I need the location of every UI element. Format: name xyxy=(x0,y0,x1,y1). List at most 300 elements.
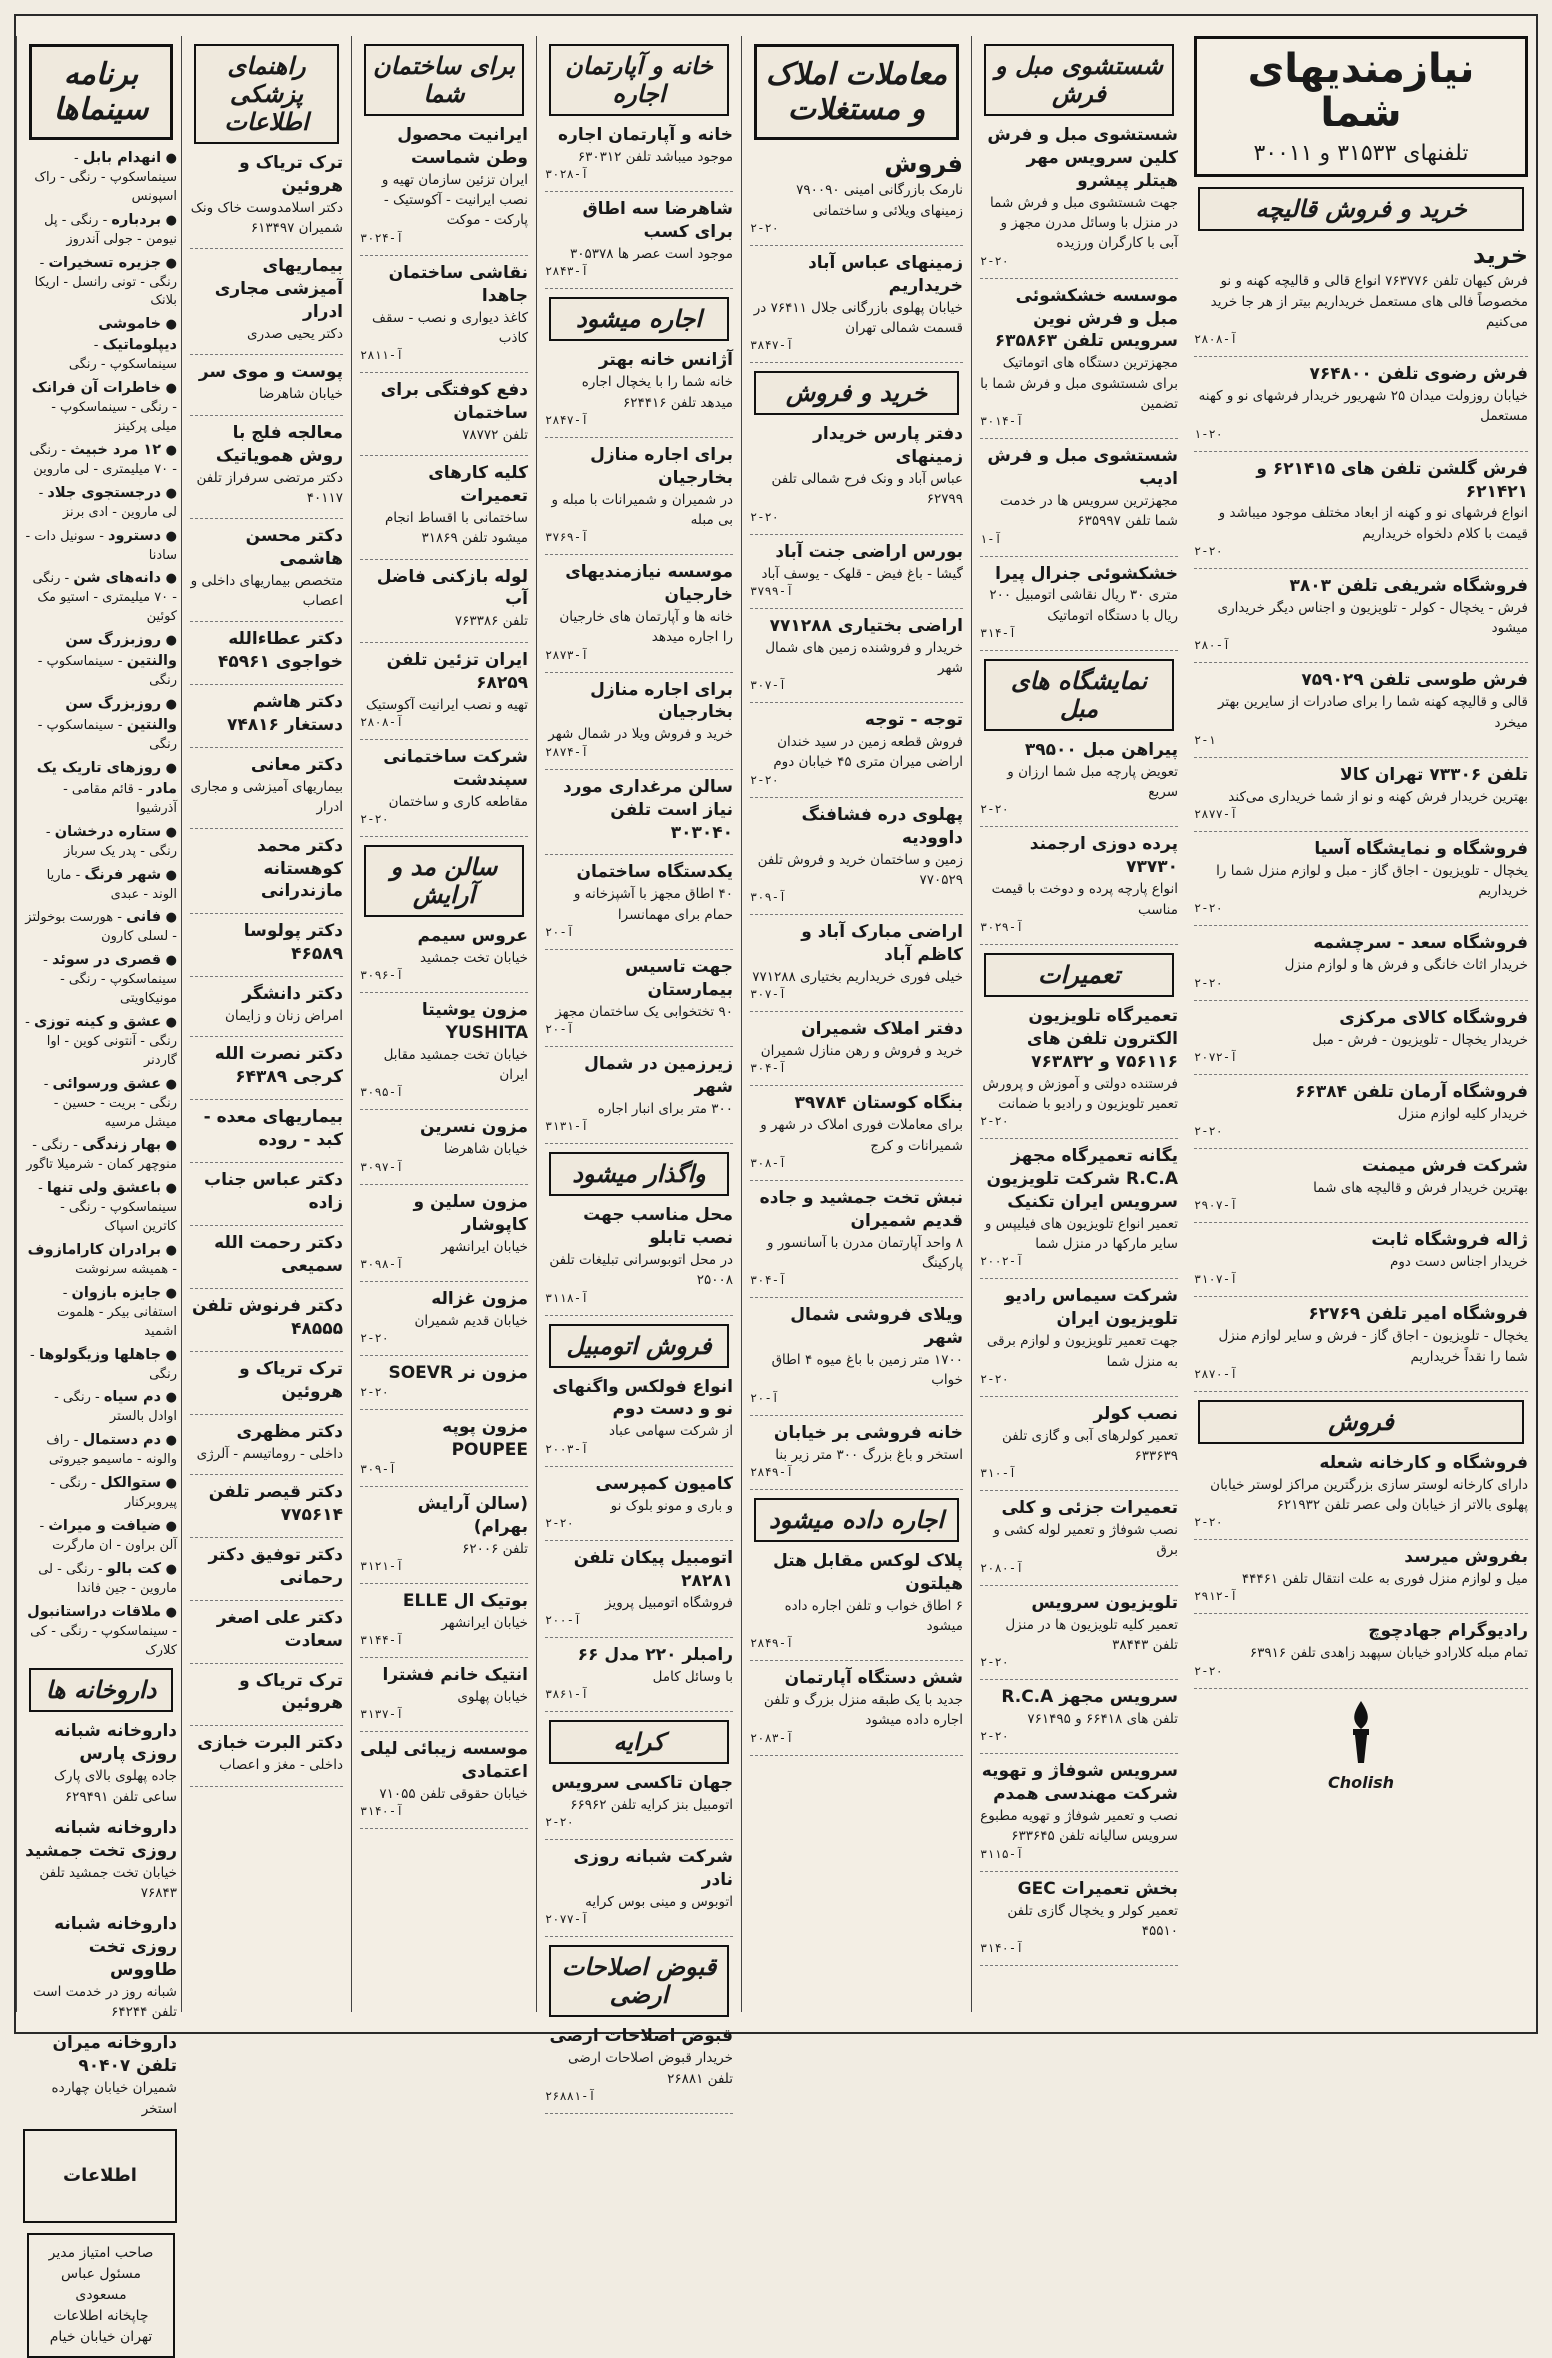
ad-title: محل مناسب جهت نصب تابلو xyxy=(583,1205,733,1249)
ad-title: شرکت فرش میمنت xyxy=(1362,1156,1528,1177)
ad-body: قالی و قالیچه کهنه شما را برای صادرات از سایرین بهتر میخرد xyxy=(1217,694,1528,731)
film-name: ستوالکل xyxy=(100,1475,162,1492)
section-heading: خرید و فروش xyxy=(754,371,959,415)
ad-body: خانه شما را با یخچال اجاره میدهد تلفن ۶۲۴۴۱۶ xyxy=(581,374,733,411)
ad-title: بفروش میرسد xyxy=(1404,1547,1528,1568)
ad-body: خیابان شاهرضا xyxy=(258,386,343,403)
ad-title: شاهرضا سه اطاق برای کسب xyxy=(582,199,733,243)
classified-ad xyxy=(190,1295,343,1341)
classified-ad xyxy=(360,925,528,982)
ad-body: خریدار کلیه لوازم منزل xyxy=(1397,1105,1528,1122)
ad-body: در شمیران و شمیرانات با مبله و بی مبله xyxy=(551,491,733,528)
separator: - xyxy=(133,781,147,797)
ad-code: ۲-۱ xyxy=(1194,732,1216,747)
cinema-listing xyxy=(25,378,177,437)
film-detail: راف والونه - ماسیمو جیروتی xyxy=(46,1433,177,1468)
ad-divider xyxy=(545,1936,733,1937)
ad-divider xyxy=(980,1396,1178,1397)
classified-ad xyxy=(1194,669,1528,746)
classified-ad xyxy=(190,1232,343,1278)
ad-title: جهت تاسیس بیمارستان xyxy=(625,956,733,1000)
ad-body: ایران تزئین سازمان تهیه و نصب ایرانیت - آکوستیک - پارکت - موکت xyxy=(381,171,528,229)
ad-divider xyxy=(360,559,528,560)
film-name: جزیره تسخیرات xyxy=(48,254,162,271)
ad-divider xyxy=(360,1731,528,1732)
ad-body: یخچال - تلویزیون - اجاق گاز - مبل و لوازم منزل شما را خریداریم xyxy=(1216,862,1528,900)
ad-title: فروشگاه شریفی تلفن ۳۸۰۳ xyxy=(1289,575,1528,596)
cinema-listing xyxy=(25,758,177,819)
classified-ad xyxy=(360,1288,528,1345)
ad-title: دکتر فرنوش تلفن ۴۸۵۵۵ xyxy=(191,1295,343,1339)
ad-body: تعمیر کولرهای آبی و گازی تلفن ۶۳۳۶۳۹ xyxy=(1001,1427,1178,1464)
ad-divider xyxy=(1194,831,1528,832)
film-detail: سینماسکوپ - رنگی - کی کلارک xyxy=(30,1623,177,1658)
ad-code: ۲-۲۰ xyxy=(980,1729,1009,1744)
film-detail: رنگی - پل نیومن - جولی آندروز xyxy=(44,212,177,247)
bullet-icon: ● xyxy=(161,697,177,712)
cinema-listing xyxy=(25,694,177,755)
bullet-icon: ● xyxy=(161,633,177,649)
ad-divider xyxy=(190,1474,343,1475)
ad-title: موسسه خشکشوئی مبل و فرش نوین سرویس تلفن ۶۳۵۸۶۳ xyxy=(994,285,1178,352)
ad-code: ۲-۲۰ xyxy=(1194,543,1223,558)
classified-ad xyxy=(360,1493,528,1573)
pharmacy-name: داروخانه شبانه روزی تخت طاووس xyxy=(54,1914,177,1981)
film-name: خاموشی دیپلوماتیک xyxy=(98,316,177,354)
separator: - xyxy=(90,1390,104,1406)
ad-body: ساختمانی با اقساط انجام میشود تلفن ۳۱۸۶۹ xyxy=(384,510,528,547)
ad-body: نارمک بازرگانی امینی ۷۹۰۰۹۰ زمینهای ویلائی و ساختمانی xyxy=(796,182,963,219)
classifieds-column-4 xyxy=(536,36,741,2103)
classified-ad xyxy=(545,1473,733,1530)
ad-body: تلفن ۶۲۰۰۶ xyxy=(462,1540,528,1557)
classified-ad xyxy=(980,1403,1178,1480)
ad-divider xyxy=(190,1225,343,1226)
ad-divider xyxy=(545,1466,733,1467)
ad-body: بهترین خریدار فرش و قالیچه های شما xyxy=(1313,1179,1528,1196)
newspaper-stamp: اطلاعات xyxy=(23,2129,177,2223)
classified-ad xyxy=(1194,1452,1528,1529)
separator: - xyxy=(168,400,177,416)
ad-title: دفتر پارس خریدار زمینهای xyxy=(813,424,963,468)
ad-title: زمینهای عباس آباد خریداریم xyxy=(808,252,963,296)
ad-code: آ-۳۰۱۴ xyxy=(980,414,1024,429)
ad-body: خیابان ایرانشهر xyxy=(441,1614,528,1631)
ad-body: خریدار قبوض اصلاحات ارضی تلفن ۲۶۸۸۱ xyxy=(567,2050,733,2087)
ad-body: تعمیر انواع تلویزیون های فیلیپس و سایر مارکها در منزل شما xyxy=(984,1215,1178,1253)
classified-ad xyxy=(190,1732,343,1775)
classified-ad xyxy=(750,709,963,786)
medical-guide-column xyxy=(181,36,351,2012)
ad-code: آ-۳۱۲۱ xyxy=(360,1558,404,1573)
cinema-listing xyxy=(25,950,177,1009)
ad-code: ۲-۲۰ xyxy=(545,1515,574,1530)
classified-ad xyxy=(980,1686,1178,1743)
classified-ad xyxy=(190,628,343,674)
cinema-listing xyxy=(25,1559,177,1599)
ad-code: ۲-۲۰ xyxy=(750,509,779,524)
ad-title: دفع کوفتگی برای ساختمان xyxy=(380,380,528,423)
film-detail: سینماسکوپ - رنگی xyxy=(37,654,177,689)
ad-divider xyxy=(545,1711,733,1712)
ad-code: آ-۳۸۴۷ xyxy=(750,338,794,353)
separator: - xyxy=(38,485,48,501)
ad-body: دکتر مرتضی سرفراز تلفن ۴۰۱۱۷ xyxy=(196,469,343,506)
classified-ad xyxy=(545,124,733,181)
cinema-listing xyxy=(25,314,177,375)
ad-code: آ-۲۸۴۷ xyxy=(545,412,589,427)
ad-body: فروشگاه اتومبیل پرویز xyxy=(605,1594,733,1611)
separator: - xyxy=(74,151,83,166)
ad-divider xyxy=(190,1099,343,1100)
ad-code: آ-۳۱۴۰ xyxy=(980,1941,1024,1956)
classifieds-column-3 xyxy=(741,36,971,2012)
ad-code: آ-۲۸۰۸ xyxy=(1194,332,1238,347)
ad-title: فرش طوسی تلفن ۷۵۹۰۲۹ xyxy=(1301,670,1528,691)
bullet-icon: ● xyxy=(161,1604,177,1620)
cinema-listing xyxy=(25,1074,177,1133)
ad-title: شش دستگاه آپارتمان xyxy=(784,1668,963,1689)
classifieds-column-2 xyxy=(971,36,1186,2012)
separator: - xyxy=(168,1623,177,1639)
ad-title: دکتر رحمت الله سمیعی xyxy=(214,1233,343,1276)
classified-ad xyxy=(750,1422,963,1479)
classified-ad xyxy=(1194,1007,1528,1064)
ad-body: دارای کارخانه لوستر سازی بزرگترین مراکز لوستر خیابان پهلوی بالاتر از خیابان ولی عصر تلفن ۶۲۱۹۳۲ xyxy=(1210,1476,1528,1514)
ad-body: در محل اتوبوسرانی تبلیغات تلفن ۲۵۰۰۸ xyxy=(549,1252,733,1289)
cinema-listing xyxy=(25,1516,177,1556)
classified-ad xyxy=(750,148,963,235)
ad-title: مزون پوپه POUPEE xyxy=(442,1416,528,1460)
classified-ad xyxy=(1194,1620,1528,1677)
ad-body: خرید و فروش و رهن منازل شمیران xyxy=(760,1043,963,1060)
classified-ad xyxy=(545,679,733,759)
ad-title: فرش رضوی تلفن ۷۶۴۸۰۰ xyxy=(1309,364,1528,385)
film-detail: آلن براون - ان مارگرت xyxy=(52,1538,177,1554)
ad-divider xyxy=(750,1755,963,1756)
ad-title: دکتر قیصر تلفن ۷۷۵۶۱۴ xyxy=(208,1481,343,1525)
logo-name: Cholish xyxy=(1327,1772,1394,1792)
ad-title: دکتر پولوسا ۴۶۵۸۹ xyxy=(243,921,343,965)
classified-ad xyxy=(545,776,733,845)
section-heading: خرید و فروش قالیچه xyxy=(1198,187,1524,231)
ad-code: ۲-۲۰ xyxy=(980,1655,1009,1670)
classified-ad xyxy=(980,1145,1178,1268)
ad-body: خیابان پهلوی بازرگانی جلال ۷۶۴۱۱ در قسمت شمالی تهران xyxy=(753,299,963,337)
ad-code: آ-۳۰۹ xyxy=(750,890,787,905)
ad-code: آ-۳۰۷ xyxy=(750,987,787,1002)
ad-title: فرش گلشن تلفن های ۶۲۱۴۱۵ و ۶۲۱۴۲۱ xyxy=(1256,458,1528,502)
ad-title: دکتر علی اصغر سعادت xyxy=(216,1607,343,1651)
ad-title: ترک تریاک و هروئین xyxy=(239,153,343,196)
classified-ad xyxy=(190,1670,343,1716)
ad-code: آ-۳۰۹۵ xyxy=(360,1085,404,1100)
classified-ad xyxy=(980,1760,1178,1860)
ad-divider xyxy=(750,534,963,535)
separator: - xyxy=(93,1561,107,1577)
cinema-listing xyxy=(25,483,177,523)
cinema-column xyxy=(16,36,185,2345)
ad-divider xyxy=(1194,568,1528,569)
film-detail: قائم مقامی - آذرشیوا xyxy=(63,781,177,816)
ad-title: موسسه زیبائی لیلی اعتمادی xyxy=(360,1739,528,1783)
ad-code: ۲-۲۰ xyxy=(980,253,1009,268)
ad-title: فروش xyxy=(884,150,963,178)
bullet-icon: ● xyxy=(161,1243,177,1258)
ad-title: کامیون کمپرسی xyxy=(595,1473,733,1494)
classified-ad xyxy=(750,804,963,904)
separator: - xyxy=(25,1015,34,1031)
ad-title: مزون یوشیتا YUSHITA xyxy=(421,1000,528,1043)
ad-body: نصب و تعمیر شوفاژ و تهویه مطبوع سرویس سالیانه تلفن ۶۳۳۶۴۵ xyxy=(980,1808,1178,1845)
classified-ad xyxy=(190,422,343,508)
ad-divider xyxy=(1194,757,1528,758)
ad-code: آ-۳۰۷ xyxy=(750,678,787,693)
bullet-icon: ● xyxy=(161,760,177,776)
ad-divider xyxy=(545,2113,733,2114)
ad-body: استخر و باغ بزرگ ۳۰۰ متر زیر بنا xyxy=(775,1446,963,1463)
bullet-icon: ● xyxy=(161,1285,177,1301)
ad-divider xyxy=(190,415,343,416)
ad-divider xyxy=(190,518,343,519)
film-name: کت بالو xyxy=(106,1560,162,1577)
film-detail: همیشه سرنوشت xyxy=(75,1262,169,1278)
classified-ad xyxy=(190,361,343,404)
ad-title: خانه و آپارتمان اجاره xyxy=(558,125,733,145)
pharmacy-head: داروخانه ها xyxy=(29,1668,173,1712)
ad-divider xyxy=(750,1489,963,1490)
separator: - xyxy=(95,528,109,544)
classified-ad xyxy=(190,920,343,966)
section-heading: سالن مد و آرایش xyxy=(364,845,524,917)
section-heading: خانه و آپارتمان اجاره xyxy=(549,44,729,116)
bullet-icon: ● xyxy=(161,317,177,333)
separator: - xyxy=(113,910,127,926)
ad-title: برای اجاره منازل بخارجیان xyxy=(590,444,733,488)
ad-divider xyxy=(750,1297,963,1298)
ad-code: آ-۲۸۷۷ xyxy=(1194,807,1238,822)
separator: - xyxy=(93,338,103,354)
classified-ad xyxy=(980,563,1178,640)
cinema-listing xyxy=(25,1602,177,1661)
ad-divider xyxy=(190,1288,343,1289)
film-detail: سونیل دات - سادنا xyxy=(25,528,177,563)
ad-code: آ-۳۱۴ xyxy=(980,625,1017,640)
ad-code: آ-۲۹۱۲ xyxy=(1194,1589,1238,1604)
ad-title: پوست و موی سر xyxy=(198,362,343,383)
film-detail: رنگی - پیروبرکنار xyxy=(50,1476,177,1511)
classified-ad xyxy=(360,1116,528,1173)
ad-divider xyxy=(1194,356,1528,357)
ad-divider xyxy=(545,769,733,770)
film-name: روزهای تاریک یک مادر xyxy=(36,759,177,797)
ad-body: فرش کیهان تلفن ۷۶۳۷۷۶ انواع قالی و قالیچه کهنه و نو مخصوصاً فالی های مستعمل خریداریم بیتر از هر جا خرید می‌کنیم xyxy=(1210,273,1528,330)
cinema-listing xyxy=(25,1135,177,1175)
ad-divider xyxy=(980,1490,1178,1491)
ad-title: فروشگاه و نمایشگاه آسیا xyxy=(1314,839,1528,860)
ad-code: آ-۲۹۰۷ xyxy=(1194,1198,1238,1213)
ad-title: دکتر عباس جناب زاده xyxy=(203,1170,343,1214)
classified-ad xyxy=(750,615,963,692)
classified-ad xyxy=(360,1664,528,1721)
cinema-listing xyxy=(25,1387,177,1427)
ad-code: آ-۳۱۳۱ xyxy=(545,1119,589,1134)
ad-body: تعمیر کولر و یخچال گازی تلفن ۴۵۵۱۰ xyxy=(1007,1902,1178,1939)
ad-code: ۲-۲۰ xyxy=(1194,1124,1223,1139)
ad-code: آ-۳۱۰۷ xyxy=(1194,1272,1238,1287)
cinema-title: برنامه سینماها xyxy=(29,44,173,140)
film-name: دسترود xyxy=(108,527,162,544)
classified-ad xyxy=(545,1772,733,1829)
film-detail: رنگی - آنتونی کوین - اوا گاردنر xyxy=(46,1034,177,1068)
pharmacy-listing xyxy=(25,2032,177,2118)
bullet-icon: ● xyxy=(161,151,177,166)
ad-title: عروس سیمم xyxy=(417,925,528,946)
film-detail: استفانی بیکر - هلموت اشمید xyxy=(56,1304,177,1339)
classified-ad xyxy=(980,124,1178,268)
ad-title: تلویزیون سرویس xyxy=(1031,1592,1178,1613)
ad-title: تعمیرگاه تلویزیون الکترون تلفن های ۷۵۶۱۱۶ و ۷۶۳۸۳۲ xyxy=(1026,1005,1178,1072)
ad-divider xyxy=(190,747,343,748)
ad-code: آ-۳۰۲۴ xyxy=(360,230,404,245)
ad-body: موجود میباشد تلفن ۶۳۰۳۱۲ xyxy=(577,148,733,165)
ad-title: اراضی مبارک آباد و کاظم آباد xyxy=(801,922,963,966)
classified-ad xyxy=(360,1191,528,1271)
classified-ad xyxy=(545,2025,733,2102)
ad-body: انواع فرشهای نو و کهنه از ابعاد مختلف موجود میباشد و قیمت با کلام دلخواه خریداریم xyxy=(1218,505,1528,542)
section-heading: راهنمای پزشکی اطلاعات xyxy=(194,44,339,144)
ad-divider xyxy=(360,739,528,740)
pharmacy-listing xyxy=(25,1913,177,2022)
ad-body: خیابان پهلوی xyxy=(457,1689,528,1705)
cinema-listing xyxy=(25,822,177,862)
classified-ad xyxy=(360,566,528,632)
separator: - xyxy=(45,824,55,840)
ad-code: ۱-۲۰ xyxy=(1194,426,1223,441)
ad-body: فرستنده دولتی و آموزش و پرورش تعمیر تلویزیون و رادیو با ضمانت xyxy=(982,1075,1178,1112)
ad-body: خیابان شاهرضا xyxy=(443,1141,528,1158)
ad-code: آ-۲۰ xyxy=(545,1022,574,1036)
film-name: انهدام بابل xyxy=(82,150,162,166)
ad-divider xyxy=(545,949,733,950)
classified-ad xyxy=(190,1421,343,1464)
film-detail: رنگی - تونی رانسل - اریکا بلانک xyxy=(34,274,177,309)
ad-body: خیابان تخت جمشید xyxy=(420,949,528,966)
ad-code: آ-۳۰۹۸ xyxy=(360,1256,404,1271)
ad-divider xyxy=(980,1965,1178,1966)
film-name: ۱۲ مرد خبیث xyxy=(70,441,162,458)
ad-divider xyxy=(190,1786,343,1787)
ad-title: مزون نسرین xyxy=(419,1117,528,1138)
ad-title: بنگاه کوستان ۳۹۷۸۴ xyxy=(794,1093,963,1114)
ad-divider xyxy=(980,1138,1178,1139)
separator: - xyxy=(60,571,74,587)
film-detail: ماریا الوند - عبدی xyxy=(46,867,177,902)
ad-body: اتومبیل بنز کرایه تلفن ۶۶۹۶۲ xyxy=(570,1797,733,1814)
ad-divider xyxy=(545,1143,733,1144)
film-name: ستاره درخشان xyxy=(54,823,162,840)
separator: - xyxy=(71,867,85,883)
ad-body: خیابان حقوقی تلفن ۷۱۰۵۵ xyxy=(379,1786,528,1803)
ad-body: فروش قطعه زمین در سید خندان اراضی میران متری ۴۵ خیابان دوم xyxy=(773,734,963,771)
separator: - xyxy=(62,1285,72,1301)
ad-title: سرویس شوفاژ و تهویه شرکت مهندسی همدم xyxy=(981,1761,1178,1805)
ad-title: برای اجاره منازل بخارجیان xyxy=(590,679,733,723)
classified-ad xyxy=(190,1106,343,1152)
film-name: بهار زندگی xyxy=(81,1137,162,1154)
ad-divider xyxy=(980,438,1178,439)
ad-title: نقاشی ساختمان جاهدا xyxy=(388,262,528,306)
ad-title: اتومبیل پیکان تلفن ۲۸۲۸۱ xyxy=(573,1547,733,1591)
ad-body: یخچال - تلویزیون - اجاق گاز - فرش و سایر لوازم منزل شما را نقداً خریداریم xyxy=(1218,1328,1528,1365)
ad-title: دفتر املاک شمیران xyxy=(801,1019,963,1040)
ad-body: خریدار اثاث خانگی و فرش ها و لوازم منزل xyxy=(1284,957,1528,974)
ad-title: موسسه نیازمندیهای خارجیان xyxy=(565,562,733,606)
ad-title: شستشوی مبل و فرش ادیب xyxy=(987,446,1178,490)
ad-divider xyxy=(980,278,1178,279)
ad-body: مقاطعه کاری و ساختمان xyxy=(388,793,528,810)
bullet-icon: ● xyxy=(161,1561,177,1577)
classified-ad xyxy=(545,349,733,426)
film-name: دم دستمال xyxy=(82,1432,162,1449)
ad-divider xyxy=(360,372,528,373)
section-heading: قبوض اصلاحات ارضی xyxy=(549,1945,729,2017)
cinema-listing xyxy=(25,568,177,627)
classified-ad xyxy=(980,445,1178,545)
ad-divider xyxy=(1194,925,1528,926)
ad-divider xyxy=(1194,1296,1528,1297)
film-name: برادران کارامازوف xyxy=(27,1242,162,1258)
ad-title: تعمیرات جزئی و کلی xyxy=(1001,1498,1178,1519)
ad-title: دکتر عطاءالله خواجوی ۴۵۹۶۱ xyxy=(217,629,343,673)
ad-divider xyxy=(750,608,963,609)
ad-code: آ-۲۸۱۱ xyxy=(360,348,404,362)
column-1-ads xyxy=(1194,187,1528,1689)
ad-body: مجهزترین دستگاه های اتوماتیک برای شستشوی مبل و فرش شما با تضمین xyxy=(980,355,1178,412)
film-detail: سینماسکوپ - رنگی - راک اسپونس xyxy=(34,170,177,204)
classified-ad xyxy=(190,983,343,1026)
classified-ad xyxy=(190,152,343,238)
ad-body: تلفن ۷۸۷۷۲ xyxy=(462,426,528,443)
ad-divider xyxy=(1194,1391,1528,1392)
separator: - xyxy=(39,255,49,271)
classified-ad xyxy=(545,198,733,278)
ad-code: آ-۲۸۷۳ xyxy=(545,647,589,662)
ad-divider xyxy=(190,1351,343,1352)
ad-title: پرده دوزی ارجمند ۷۳۷۳۰ xyxy=(1029,834,1178,878)
ad-body: داخلی - مغز و اعصاب xyxy=(219,1757,343,1774)
ad-body: خیابان تخت جمشید مقابل ایران xyxy=(383,1046,528,1084)
film-detail: سینماسکوپ - رنگی xyxy=(68,357,177,373)
cinema-listing xyxy=(25,630,177,691)
ad-divider xyxy=(980,1278,1178,1279)
film-detail: رنگی - منوچهر کمان - شرمیلا تاگور xyxy=(26,1138,177,1173)
pharmacy-detail: خیابان تخت جمشید تلفن ۷۶۸۴۳ xyxy=(39,1864,177,1901)
ad-title: (سالن آرایش بهرام) xyxy=(417,1493,528,1537)
ad-body: جهت تعمیر تلویزیون و لوازم برقی به منزل شما xyxy=(986,1333,1178,1370)
ad-title: آژانس خانه بهتر xyxy=(598,350,733,371)
classified-ad xyxy=(190,1544,343,1590)
ad-code: آ-۳۰۲۸ xyxy=(545,167,589,182)
ad-title: بورس اراضی جنت آباد xyxy=(775,541,963,562)
ad-title: سالن مرغداری مورد نیاز است تلفن ۳۰۳۰۴۰ xyxy=(562,776,733,843)
film-name: قصری در سوئد xyxy=(51,952,162,969)
ad-body: گیشا - باغ فیض - قلهک - یوسف آباد xyxy=(761,565,963,582)
ad-body: تمام مبله کلارادو خیابان سپهبد زاهدی تلفن ۶۳۹۱۶ xyxy=(1249,1645,1528,1662)
ad-code: آ-۳۰۴ xyxy=(750,1061,787,1076)
classified-ad xyxy=(980,1592,1178,1669)
bullet-icon: ● xyxy=(161,1138,177,1154)
